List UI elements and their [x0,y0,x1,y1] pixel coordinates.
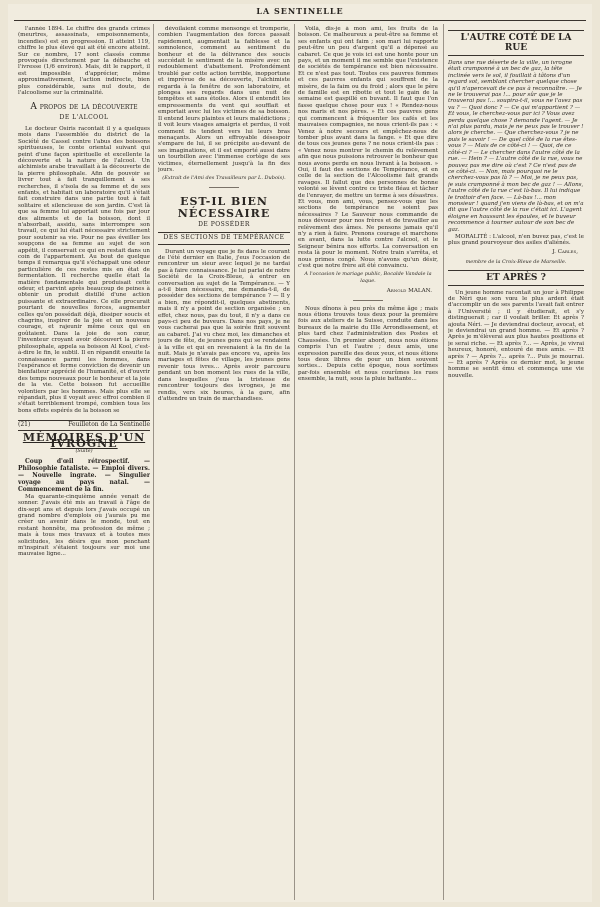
separator [209,187,239,188]
feuilleton-lead: Coup d'œil rétrospectif. — Philosophie fataliste. — Emploi divers. — Nouvelle ingrate. — Singulier voyage au pays natal. — Commencement de la fin. [18,457,150,493]
feuilleton-title: MÉMOIRES D'UN IVROGNE [22,430,146,450]
article-body: dévoilaient comme mensonge et tromperie, combien l'augmentation des forces passait rapidement, augmentait la faiblesse et la somnolence, comment au sentiment du bonheur et de la délivrance des soucis succédait le sentiment de la misère avec un redoublement d'abattement. Profondément troublé par cette action terrible, inopportune et imprévue de sa découverte, l'alchimiste regarda à la fenêtre de son laboratoire, et plongea ses regards dans une nuit de tempêtes et sans étoiles. Alors il entendit les empressements du vent qui soufflait et emportait avec lui les victimes de sa boisson. Il entend leurs plaintes et leurs malédictions ; il voit leurs visages amaigris et perdus, il voit comment ils tendent vers lui leurs bras menaçants. Alors un effroyable désespoir s'empare de lui, il se précipite au-devant de ses imaginations, et il est emporté aussi dans un tourbillon avec l'immense cortège de ses victimes, éternellement jusqu'à la fin des jours. [158,26,290,173]
column-divider [443,24,444,900]
signature: Arnold MALAN. [386,288,432,295]
masthead-rule [14,20,586,21]
article-source: (Extrait de l'Ami des Travailleurs par L. Dubois). [162,175,286,182]
newspaper-page [8,4,592,902]
feuilleton-body: Nous dînons à peu près du même âge ; mais nous étions trouvés tous deux pour la première fois aux ateliers de la Suisse, conduite dans les bureaux de la mairie du IIIe Arrondissement, et plus tard chez l'administration des Postes et Chaussées. Un premier abord, nous nous étions compris l'un et l'autre ; deux amis, une expression pareille des deux yeux, et nous étions tous deux libres de pour un bien souvent sorties... Depuis cette époque, nous sortîmes par-fois ensemble et nous courûmes les rues ensemble, la nuit, sous la pluie battante... [298,305,438,383]
feuilleton-number: (21) [18,421,31,429]
column-4 [448,26,584,896]
feuilleton-body: Ma quarante-cinquième année venait de sonner. J'avais été mis au travail à l'âge de dix-sept ans et depuis lors j'avais occupé un grand nombre d'emplois où j'aurais pu me créer un avenir dans le monde, tout en restant honnête, ma profession de même ; mais à tous mes travaux et à toutes mes solicitudes, les désirs que mon penchant m'inspirait s'étaient toujours sur moi une mauvaise ligne... [18,493,150,558]
article-body: Dans une rue déserte de la ville, un ivrogne était cramponné à un bec de gaz, la tête inclinée vers le sol, il fouillait à tâtons d'un regard sot, semblant chercher quelque chose qu'il n'apercevait de ce pas à reconnaître. — Je ne le trouverai pas !... pour sûr que je le trouverai pas !... soupira-t-il, vous ne l'avez pas vu ? — Quoi donc ? — Ce qui m'appartient ? — Et vous, le cherchez-vous par ici ? Vous avez perdu quelque chose ? demande l'agent. — Je n'ai plus pardu, mais je ne peux pas le trouver ! alors je cherche. — Que cherchez-vous ? je ne puis le savoir ! — De quel côté de la rue êtes-vous ? — Mais de ce côté-ci ! — Quoi, de ce côté-ci ? — Le chercher dans l'autre côté de la rue. — Hein ? — L'autre côté de la rue, vous ne pouvez pas me dire où c'est ? Ce n'est pas de ce côté-ci. — Non, mais pourquoi ne le cherchez-vous pas là ? — Moi, je ne peux pas, je suis cramponné à mon bec de gaz ! — Allons, l'autre côté de la rue c'est là-bas. Il lui indique le trottoir d'en face. — Là-bas !... mon monsieur ! quand j'en viens de là-bas, et on m'a dit que l'autre côté de la rue c'était ici. L'agent éloigne en haussant les épaules, et le buveur recommence à tourner autour de son bec de gaz. [448,60,584,233]
article-body: Durant un voyage que je fis dans le courant de l'été dernier en Italie, j'eus l'occasion de rencontrer un sieur avec lequel je ne tardai pas à faire connaissance. Je lui parlai de notre Société de la Croix-Bleue, à entrer en conversation au sujet de la Tempérance. — Y a-t-il bien nécessaire, me demanda-t-il, de posséder des sections de tempérance ? — Il y a bien, me répondit-il, quelques abstinents, mais il n'y a point de section organisée ; en effet, chez nous, pas du tout, il n'y a dans ce pays-ci peu de buveurs. Dans nos pays, je ne vous cacherai pas que la soirée finit souvent au cabaret. J'ai vu chez moi, les dimanches et jours de fête, de jeunes gens qui se rendaient à la ville et qui en revenaient à la fin de la nuit. Mais je n'avais pas encore vu, après les mariages et fêtes de village, les jeunes gens revenir tous ivres... Après avoir parcouru pendant un bon moment les rues de la ville, dans lesquelles j'eus la tristesse de rencontrer toujours des ivrognes, je me rendis, vers six heures, à la gare, afin d'attendre un train de marchandises. [158,248,290,402]
article-dialogue [448,60,584,233]
column-divider [294,24,295,900]
article-heading: EST-IL BIEN NÉCESSAIRE [177,194,271,220]
feuilleton-suite: (Suite) [75,448,93,455]
feuilleton-label: Feuilleton de La Sentinelle [68,421,150,429]
column-1 [18,26,150,896]
article-body: Le docteur Osiris racontait il y a quelques mois dans l'assemblée du district de la Société de Cassel contre l'abus des boissons spiritueuses, le conte oriental suivant qui peint d'une façon spirituelle et excellente la découverte et la nature de l'alcool. Un alchimiste arabe travaillait à la découverte de la pierre philosophale. Afin de pouvoir se livrer tout à fait tranquillement à ses recherches, il s'isola de sa femme et de ses enfants, et habitait un laboratoire qu'il s'était fait construire dans une partie tout à fait solitaire et silencieuse de son jardin. C'est là que sa femme lui apportait une fois par jour des aliments et de la boisson, dont il n'absorbait, assidu, sans interrompre son travail, ce qui lui était nécessaire strictement pour soutenir sa vie. Pour ne pas éveiller les soupçons de sa femme au sujet de son appétit, il conservait ce qui en restait dans un coin de l'appartement. Au bout de quelque temps il remarqua qu'il s'échappait une odeur particulière de ces restes mis en état de fermentation. Il recherche quelle était la matière fondamentale qui produisait cette odeur, et parvint après beaucoup de peines à obtenir un produit distillé d'une action puissante et extraordinaire. Ce elle procurait pourtant de nouvelles forces, augmenter celles qu'on possédait déjà, dissiper soucis et chagrins, inspirer de la joie et un nouveau courage, et rajeunir même ceux qui en goûtaient. Dans la joie de son cœur, l'inventeur croyant avoir découvert la pierre philosophale, appela sa boisson Al Kool, c'est-à-dire le fin, le subtil. Il en répandit ensuite la connaissance parmi les hommes, dans l'espérance et ferme conviction de devenir un bienfaiteur apprécié de l'humanité, et d'ouvrir des temps nouveaux pour le bonheur et la joie de la vie. Cette boisson fut accueillie volontiers par les hommes. Mais plus elle se répandait, plus il voyait avec effroi combien il s'était terriblement trompé, combien tous les bons effets espérés de la boisson se [18,125,150,414]
column-3 [298,26,438,896]
article-heading: A propos de la découverte [30,102,138,113]
article-heading: L'AUTRE COTÉ DE LA RUE [448,30,584,56]
article-body: Voilà, dis-je à mon ami, les fruits de la boisson. Ce malheureux a peut-être sa femme et ses enfants qui ont faim ; son mari lui rapporte peut-être un peu d'argent qu'il a dépensé au cabaret. Ce que je vois ici est une honte pour un pays, et un moment il me semble que l'existence de sociétés de tempérance est bien nécessaire. Et ce n'est pas tout. Toutes ces pauvres femmes et ces pauvres enfants qui souffrent de la misère, de la faim ou du froid ; alors que le père de famille est en ribotte et tout le gain de la semaine est gaspillé en buvant. Il faut que l'on fasse quelque chose pour eux ! « Rendez-nous nos maris et nos pères. » Et ces pauvres gens qui commencent à fréquenter les cafés et les mauvaises compagnies, ne nous crient-ils pas : « Venez à notre secours et empêchez-nous de tomber plus avant dans la fange. » Et que dire de tous ces jeunes gens ? ne nous crient-ils pas : « Venez nous montrer le chemin du relèvement afin que nous puissions retrouver le bonheur que nous avons perdu en nous livrant à la boisson. » Oui, il faut des sections de Tempérance, et en celle de la section de l'Alcoolisme fait grands ravages. Il fallut que des personnes de bonne volonté se lèvent contre ce triste fléau et tâcher de l'enrayer, de mettre un terme à ses désastres. Et vous, mon ami, vous, pensez-vous que les sections de tempérance ne soient pas nécessaires ? Le Sauveur nous commande de nous dévouer pour nos frères et de travailler au relèvement des âmes. Ne pensons jamais qu'il n'y a rien à faire. Prenons courage et marchons en avant, dans la lutte contre l'alcool, et le Seigneur bénira nos efforts. La conversation en resta là pour le moment. Notre train s'arrêta, et nous primes congé. Nous n'avons qu'un désir, c'est que notre frère ait été convaincu. [298,26,438,270]
feuilleton-header [18,420,150,430]
column-2 [158,26,290,896]
separator [353,300,383,301]
masthead: LA SENTINELLE [256,6,344,16]
article-heading: ET APRÈS ? [448,270,584,286]
article-subhead-small: DE POSSÉDER [198,220,250,228]
article-intro: l'année 1894. Le chiffre des grands crimes (meurtres, assassinats, empoisonnements, incendies) est en progression. Il atteint 119, chiffre le plus élevé qui ait été encore atteint. Sur ce nombre, 17 sont classés comme provoqués directement par la débauche et l'ivresse (1/6 environ). Mais, dit le rapport, il est impossible d'apprécier, même approximativement, l'action indirecte, bien plus considérable, sans nul doute, de l'alcoolisme sur la criminalité. [18,26,150,97]
article-subhead: DE L'ALCOOL [59,114,109,122]
column-divider [153,24,154,900]
article-body: Un jeune homme racontait un jour à Philippe de Néri que son vœu le plus ardent était d'accomplir un de ses parents l'avait fait entrer à l'Université ; il y étudierait, et s'y distinguerait ; car il voulait briller. Et après ? ajouta Néri. — Je deviendrai docteur, avocat, et je deviendrai un grand homme. — Et après ? Après je m'élèverai aux plus hautes positions et je serai riche. — Et après ?... — Après, je vivrai heureux, honoré, entouré de mes amis. — Et après ? — Après ?... après ?... Puis je mourrai. — Et après ? Après ce dernier mot, le jeune homme se sentit ému et commença une vie nouvelle. [448,289,584,379]
footnote: A l'occasion le mariage public, Bocalde Vandale la laque. [304,271,432,284]
article-moral: MORALITÉ : L'alcool, n'en buvez pas, c'est le plus grand pourvoyeur des asiles d'aliénés. [448,233,584,247]
signature-role: membre de la Croix-Bleue de Marseille. [465,259,567,266]
article-subhead: DES SECTIONS DE TEMPÉRANCE [158,232,290,244]
signature-name: J. Carles, [552,248,578,255]
